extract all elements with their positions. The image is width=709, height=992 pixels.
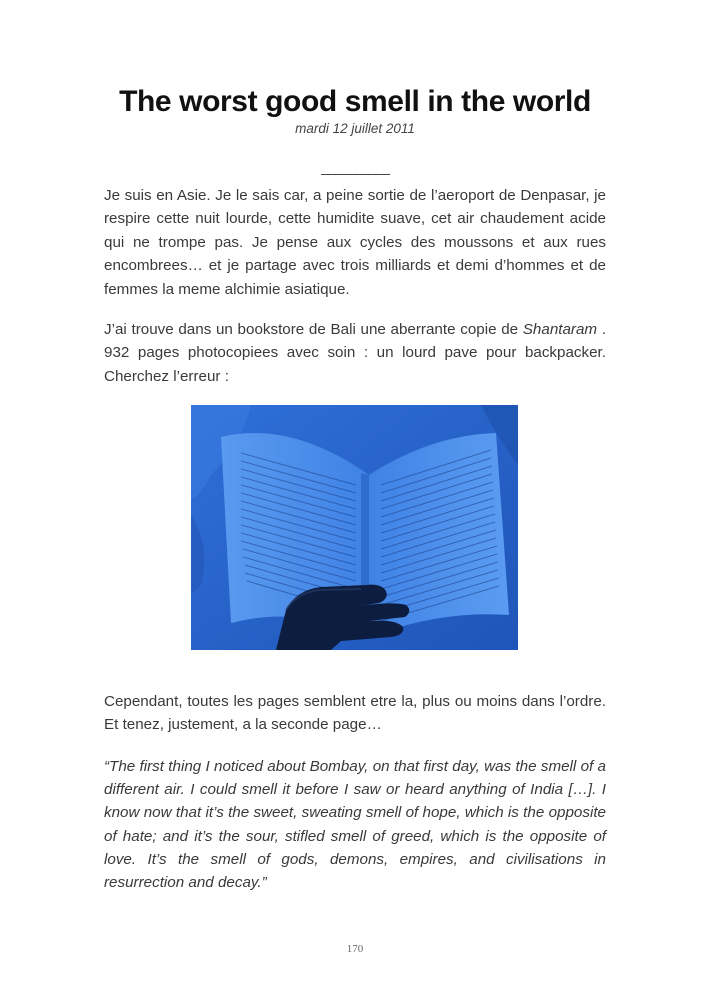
- book-title: Shantaram: [522, 321, 598, 338]
- page-number: 170: [346, 943, 364, 955]
- paragraph-bookstore-end: . 932 pages photocopiees avec soin : un lourd pave pour backpacker. Cherchez l’erreur :: [104, 321, 606, 385]
- paragraph-pages: Cependant, toutes les pages semblent etre la, plus ou moins dans l’ordre. Et tenez, justement, a la seconde page…: [104, 693, 606, 734]
- paragraph-bookstore-start: J’ai trouve dans un bookstore de Bali une aberrante copie de: [104, 321, 523, 338]
- post-date: mardi 12 juillet 2011: [295, 121, 415, 136]
- shantaram-quote: “The first thing I noticed about Bombay, on that first day, was the smell of a different air. I could smell it before I saw or heard anything of India […]. I know now that it’s the sweet, sweating smell of hope, which is the opposite of hate; and it’s the sour, stifled smell of greed, which is the opposite of love. It’s the smell of gods, demons, empires, and civilisations in resurrection and decay.”: [104, 758, 606, 892]
- paragraph-intro: Je suis en Asie. Je le sais car, a peine sortie de l’aeroport de Denpasar, je respire cette nuit lourde, cette humidite suave, cet air chaudement acide qui ne trompe pas. Je pense aux cycles des moussons et aux rues encombrees… et je partage avec trois milliards et demi d’hommes et de femmes la meme alchimie asiatique.: [104, 187, 606, 298]
- paragraph-bookstore: [104, 318, 606, 388]
- title-separator: __________: [321, 159, 389, 175]
- open-book-photo: [191, 405, 518, 650]
- page-title: The worst good smell in the world: [119, 85, 591, 118]
